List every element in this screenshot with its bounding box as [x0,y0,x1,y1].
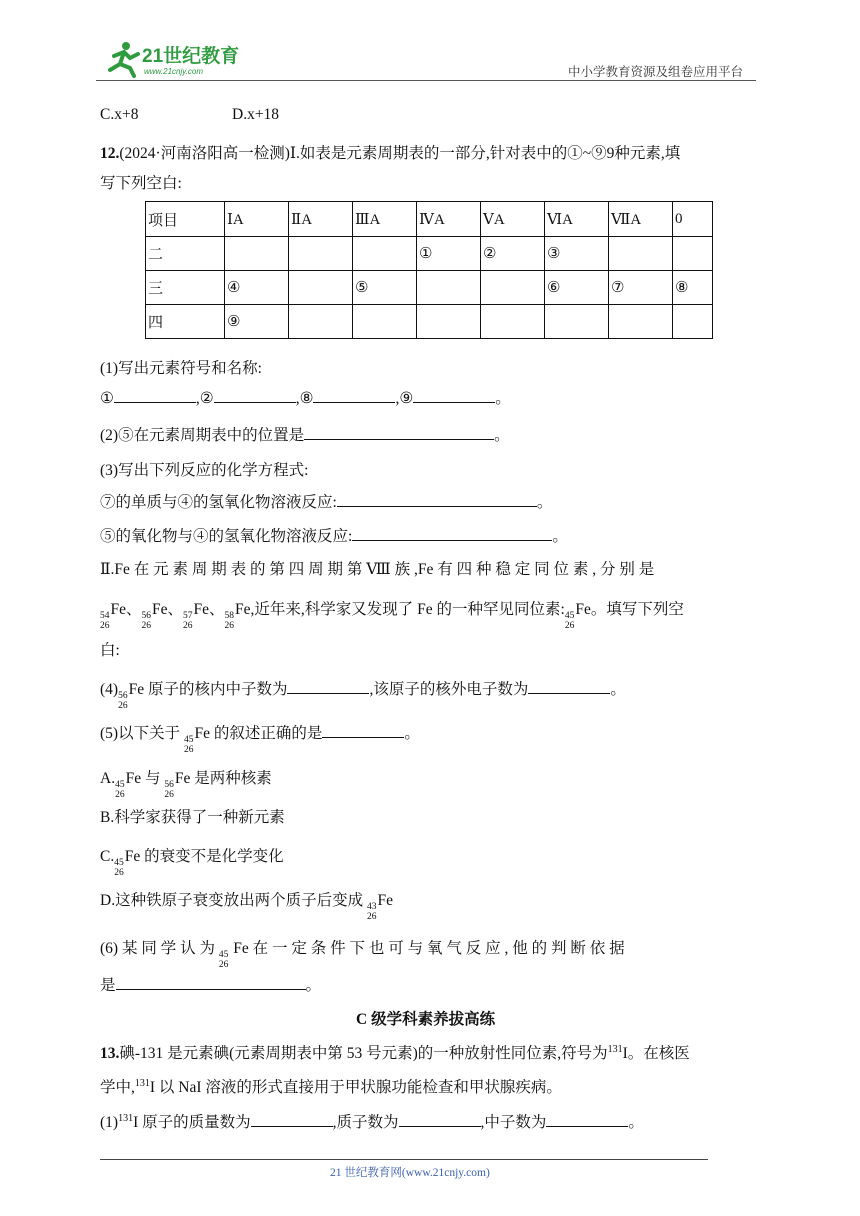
nuclide-notation: 45 26 [218,950,229,970]
table-cell [353,305,417,339]
table-cell [353,237,417,271]
answer-blank [114,388,196,403]
table-cell [609,305,673,339]
answer-blank [116,975,306,990]
q12-p1: (1)写出元素符号和名称: [100,360,262,377]
q12-intro-line1: 12.(2024·河南洛阳高一检测)Ⅰ.如表是元素周期表的一部分,针对表中的①~⑨9种元素,填 [100,145,681,162]
runner-icon [110,42,138,76]
table-row [146,305,713,339]
q12-option-b: B.科学家获得了一种新元素 [100,809,285,826]
table-cell [481,271,545,305]
table-cell: ⅢA [353,202,417,237]
table-cell [545,305,609,339]
answer-blank [214,388,296,403]
answer-blank [251,1112,333,1127]
nuclide-notation: 45 26 [564,611,575,631]
header-platform-text: 中小学教育资源及组卷应用平台 [568,65,744,79]
q12-option-d: D.这种铁原子衰变放出两个质子后变成 43 26 Fe [100,892,393,922]
answer-blank [399,1112,481,1127]
nuclide-notation: 58 26 [224,611,235,631]
nuclide-notation: 57 26 [183,611,193,631]
header-divider [96,80,756,81]
q12-option-c: C. 45 26 Fe 的衰变不是化学变化 [100,848,284,878]
table-cell: 四 [146,305,225,339]
table-cell: ⅦA [609,202,673,237]
section-c-title: C 级学科素养拔高练 [356,1011,496,1028]
footer-divider [100,1159,708,1160]
q12-p6-line1: (6) 某 同 学 认 为 45 26 Fe 在 一 定 条 件 下 也 可 与 氧 气 反 应 , 他 的 判 断 依 据 [100,940,625,970]
table-cell: ⅥA [545,202,609,237]
table-cell: ④ [225,271,289,305]
answer-blank [413,388,495,403]
table-cell: ⑤ [353,271,417,305]
q12-option-a: A. 45 26 Fe 与 56 26 Fe 是两种核素 [100,770,272,800]
q12-p1-blanks: ① ,② ,⑧ ,⑨ 。 [100,390,511,407]
table-cell: ① [417,237,481,271]
q12-p3a: ⑦的单质与④的氢氧化物溶液反应: 。 [100,494,553,511]
answer-blank [337,492,537,507]
table-row [146,237,713,271]
answer-blank [546,1112,628,1127]
answer-blank [322,723,404,738]
table-cell [609,237,673,271]
table-cell: 项目 [146,202,225,237]
table-cell: ⑨ [225,305,289,339]
answer-blank [287,679,369,694]
q13-number: 13. [100,1045,120,1062]
logo-title: 21世纪教育 [142,46,240,67]
answer-blank [528,679,610,694]
table-cell: ⅠA [225,202,289,237]
table-cell [417,305,481,339]
table-cell [225,237,289,271]
answer-blank [304,425,494,440]
table-cell [673,237,713,271]
table-row [146,271,713,305]
q12-number: 12. [100,145,120,162]
q12-p4: (4) 56 26 Fe 原子的核内中子数为 ,该原子的核外电子数为 。 [100,681,626,711]
nuclide-notation: 43 26 [366,902,377,922]
table-cell: 二 [146,237,225,271]
table-cell [289,237,353,271]
answer-blank [313,388,395,403]
table-cell [481,305,545,339]
q12-p5: (5)以下关于 45 26 Fe 的叙述正确的是 。 [100,725,420,755]
nuclide-notation: 45 26 [115,780,125,800]
table-cell: ⑦ [609,271,673,305]
table-cell: 0 [673,202,713,237]
footer-link[interactable]: 21 世纪教育网(www.21cnjy.com) [330,1167,490,1179]
nuclide-notation: 56 26 [141,611,152,631]
q13-p1: $(1)^{131}I$ 原子的质量数为 ,质子数为 ,中子数为 。 [100,1113,644,1131]
table-cell: ③ [545,237,609,271]
table-cell: ⅤA [481,202,545,237]
table-cell [417,271,481,305]
q13-line2: 学中,$^{131}$I 以 NaI 溶液的形式直接用于甲状腺功能检查和甲状腺疾病。 [100,1078,562,1096]
answer-blank [352,526,552,541]
nuclide-notation: 45 26 [183,735,194,755]
table-cell: ⑥ [545,271,609,305]
option-c: C.x+8 [100,106,139,123]
q12-intro-line2: 写下列空白: [100,175,182,192]
table-header-row [146,202,713,237]
q12-part2-line1: Ⅱ.Fe 在 元 素 周 期 表 的 第 四 周 期 第 Ⅷ 族 ,Fe 有 四 种 稳 定 同 位 素 , 分 别 是 [100,561,655,578]
q13-line1: 13.碘-131 是元素碘(元素周期表中第 53 号元素)的一种放射性同位素,符号为$^{131}$I。在核医 [100,1044,690,1062]
nuclide-notation: 56 26 [164,780,174,800]
site-logo [96,38,266,80]
table-cell [289,305,353,339]
q12-p3: (3)写出下列反应的化学方程式: [100,462,309,479]
table-cell: ② [481,237,545,271]
q12-p3b: ⑤的氧化物与④的氢氧化物溶液反应: 。 [100,528,568,545]
q12-p2: (2)⑤在元素周期表中的位置是 。 [100,427,510,444]
nuclide-notation: 45 26 [114,858,124,878]
table-cell: ⅣA [417,202,481,237]
periodic-table [145,201,713,339]
table-cell [673,305,713,339]
q12-part2-line2: 54 26 Fe、 56 26 Fe、 57 26 Fe、 58 26 Fe,近年来,科学家又发现了 Fe 的一种罕见同位素: 45 26 Fe。填写下列空 [100,601,684,631]
nuclide-notation: 54 26 [100,611,110,631]
q12-part2-line3: 白: [100,642,120,659]
q12-p6-line2: 是 。 [100,977,322,994]
table-cell [289,271,353,305]
table-cell: ⑧ [673,271,713,305]
nuclide-notation: 56 26 [118,691,128,711]
logo-url: www.21cnjy.com [144,67,203,76]
table-cell: ⅡA [289,202,353,237]
option-d: D.x+18 [232,106,280,123]
table-cell: 三 [146,271,225,305]
